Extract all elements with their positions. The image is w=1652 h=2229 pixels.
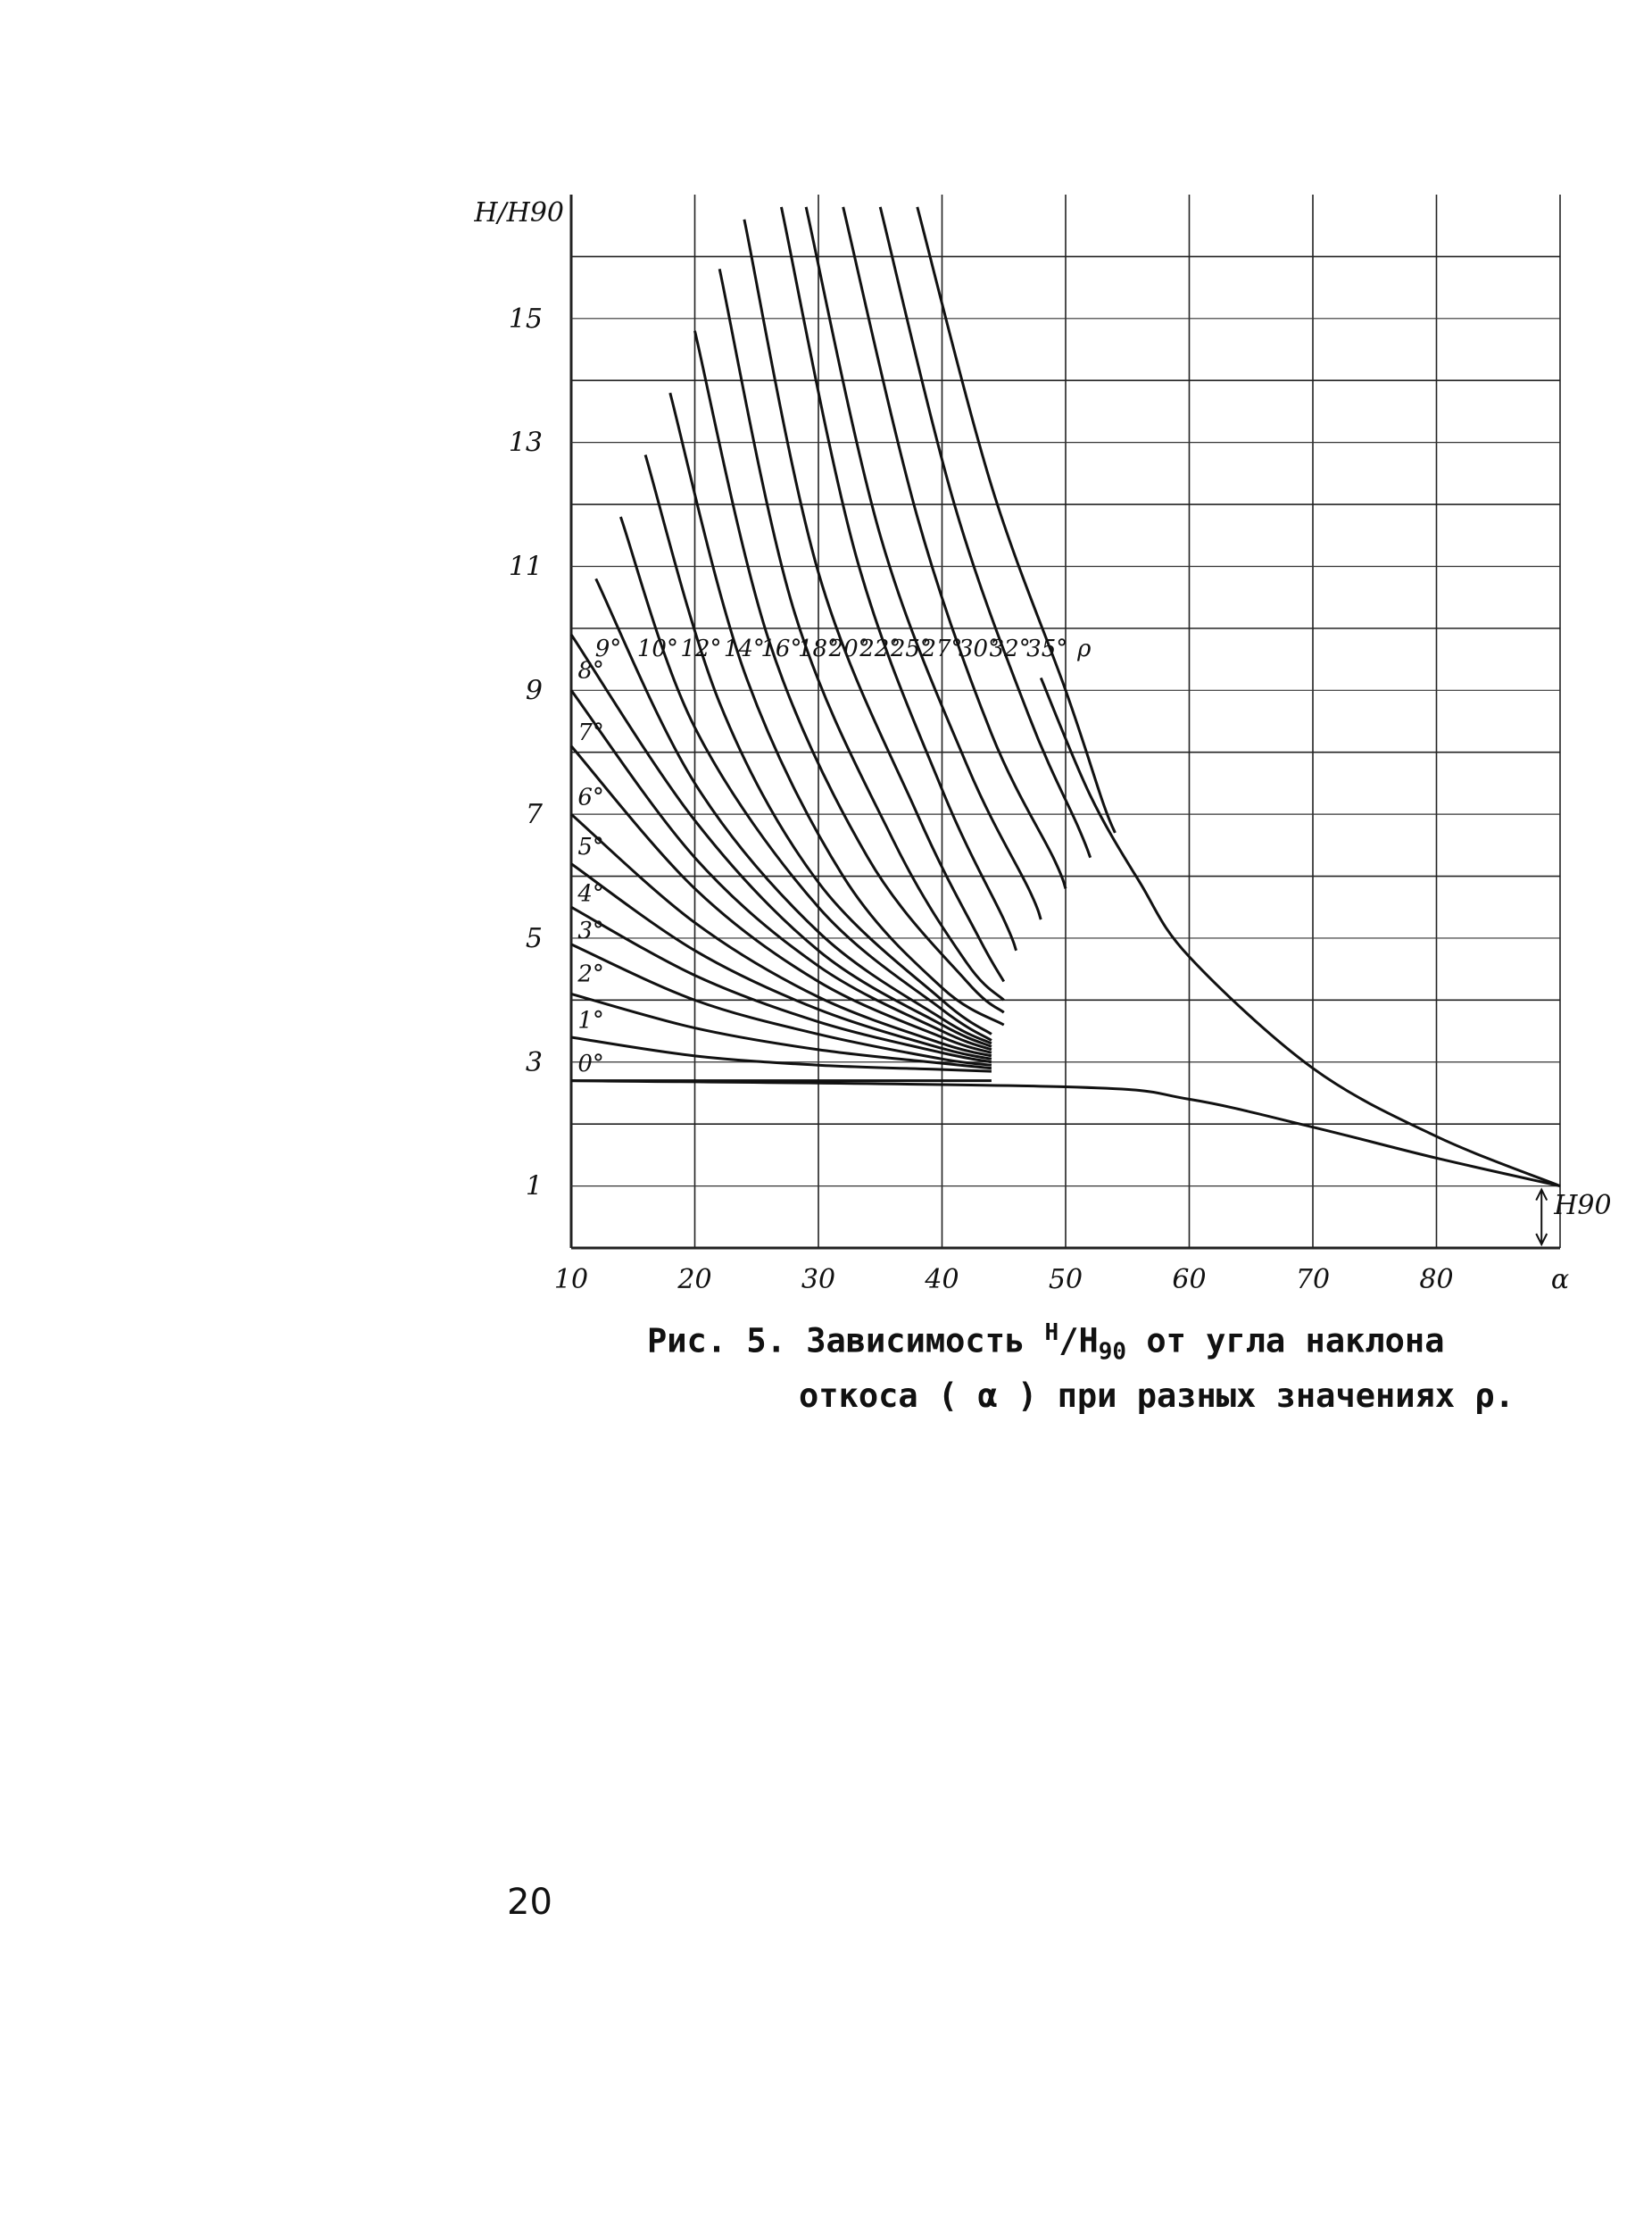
caption-ratio-sub: 90 (1098, 1338, 1127, 1366)
curve-label-top: 32° (989, 636, 1031, 663)
curve-label-top: 18° (797, 636, 840, 663)
curve-label-top: 10° (636, 636, 678, 663)
series-line (917, 207, 1116, 833)
x-tick-label: 50 (1048, 1264, 1083, 1295)
series-line (571, 814, 992, 1056)
y-tick-label: 15 (508, 303, 543, 335)
curve-label-top: 20° (828, 636, 870, 663)
curve-label-top: 16° (760, 636, 802, 663)
curve-label-top: 25° (890, 636, 932, 663)
curve-label-top: 9° (594, 636, 622, 663)
x-tick-label: 20 (677, 1264, 712, 1295)
series-line (880, 207, 1090, 858)
page-number: 20 (507, 1882, 552, 1923)
series-line (571, 1037, 992, 1071)
caption-suffix: от угла наклона (1126, 1321, 1445, 1360)
y-tick-label: 11 (508, 551, 543, 583)
x-tick-label: 70 (1295, 1264, 1331, 1295)
curve-label-left: 3° (577, 917, 604, 944)
curve-label-left: 7° (577, 719, 604, 746)
y-axis-label: H/H90 (474, 197, 564, 229)
caption-ratio-slash: /H (1058, 1321, 1099, 1360)
x-tick-label: 30 (801, 1264, 836, 1295)
caption-prefix: Рис. 5. Зависимость (647, 1321, 1045, 1360)
x-tick-label: 10 (553, 1264, 589, 1295)
curve-label-top: 22° (859, 636, 901, 663)
series-line (843, 207, 1066, 889)
curve-label-left: 5° (577, 834, 604, 861)
y-tick-label: 1 (525, 1170, 543, 1202)
rho-label: ρ (1077, 636, 1092, 663)
curve-label-left: 4° (577, 880, 604, 908)
series-line (670, 393, 1004, 1025)
y-tick-label: 9 (525, 675, 543, 707)
series-line (806, 207, 1041, 919)
y-tick-label: 7 (525, 799, 543, 831)
curve-label-top: 14° (723, 636, 765, 663)
series-line (1041, 678, 1560, 1185)
curve-label-left: 8° (577, 657, 604, 685)
series-line (571, 746, 992, 1053)
x-tick-label: 80 (1419, 1264, 1454, 1295)
x-tick-label: α (1550, 1264, 1570, 1295)
curve-label-left: 6° (577, 784, 604, 811)
caption-line-2: откоса ( α ) при разных значениях ρ. (799, 1376, 1515, 1415)
grid (571, 195, 1560, 1248)
series-line (695, 331, 1004, 1013)
y-tick-label: 13 (508, 427, 543, 459)
y-tick-label: 3 (525, 1046, 543, 1078)
caption-line-1 (647, 1319, 1444, 1366)
x-tick-label: 60 (1172, 1264, 1207, 1295)
curve-label-top: 27° (921, 636, 963, 663)
curve-label-top: 12° (680, 636, 722, 663)
x-tick-label: 40 (925, 1264, 959, 1295)
y-tick-label: 5 (525, 922, 543, 954)
series-line (620, 517, 992, 1041)
curve-label-top: 35° (1026, 636, 1068, 663)
curve-label-left: 1° (577, 1007, 604, 1035)
curve-label-top: 30° (959, 636, 1000, 663)
caption-ratio-num: H (1044, 1319, 1059, 1346)
h90-annotation: H90 (1554, 1189, 1612, 1221)
curve-label-left: 2° (577, 961, 604, 988)
curve-label-left: 0° (577, 1051, 604, 1078)
